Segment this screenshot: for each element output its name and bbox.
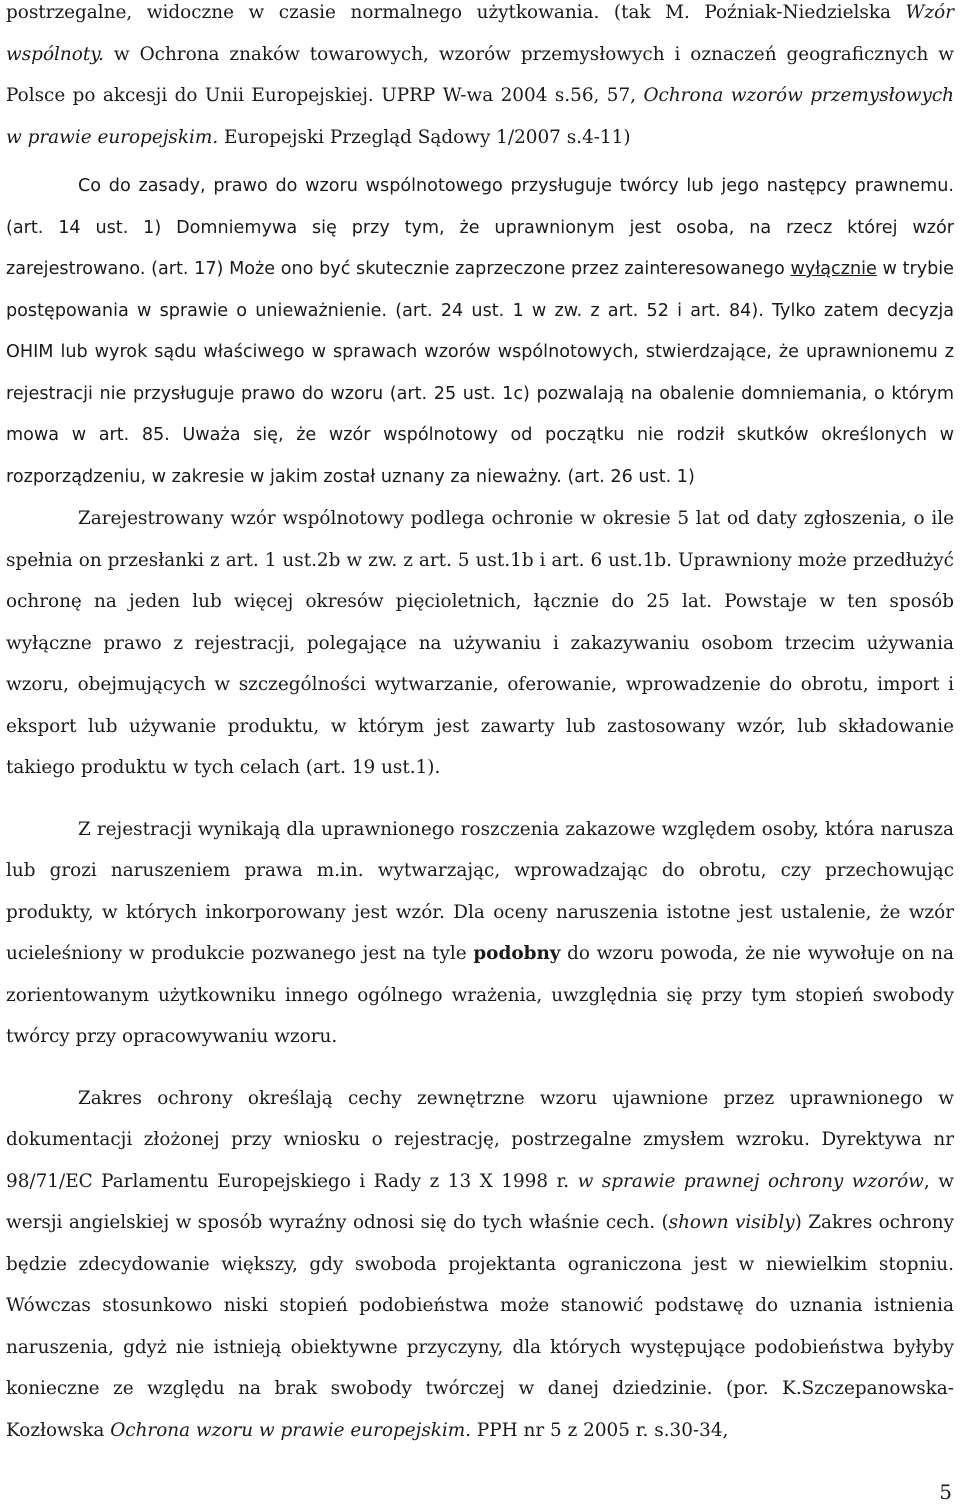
text-run: do wzoru powoda, że nie wywołuje on na zorientowanym użytkowniku innego ogólnego wrażenia, uwzględnia się przy tym stopień swobody twórcy przy opracowywaniu wzoru.	[6, 943, 954, 1047]
paragraph-1	[6, 0, 954, 158]
bold-word: podobny	[473, 943, 561, 964]
document-page	[6, 0, 954, 1451]
text-run: , w wersji angielskiej w sposób wyraźny odnosi się do tych właśnie cech. (	[6, 1170, 954, 1233]
text-run: w trybie postępowania w sprawie o unieważnienie. (art. 24 ust. 1 w zw. z art. 52 i art. 84). Tylko zatem decyzja OHIM lub wyrok sądu właściwego w sprawach wzorów wspólnotowych, stwierdzające, że uprawnionemu z rejestracji nie przysługuje prawo do wzoru (art. 25 ust. 1c) pozwalają na obalenie domniemania, o którym mowa w art. 85. Uważa się, że wzór wspólnotowy od początku nie rodził skutków określonych w rozporządzeniu, w zakresie w jakim został uznany za nieważny. (art. 26 ust. 1)	[6, 259, 954, 487]
text-run: postrzegalne, widoczne w czasie normalnego użytkowania. (tak M. Poźniak-Niedzielska	[6, 2, 906, 23]
text-run: w Ochrona znaków towarowych, wzorów przemysłowych i oznaczeń geograficznych w Polsce po akcesji do Unii Europejskiej. UPRP W-wa 2004 s.56, 57,	[6, 43, 954, 106]
text-run: ) Zakres ochrony będzie zdecydowanie większy, gdy swoboda projektanta ograniczona jest w niewielkim stopniu. Wówczas stosunkowo niski stopień podobieństwa może stanowić podstawę do uznania istnienia naruszenia, gdyż nie istnieją obiektywne przyczyny, dla których występujące podobieństwa byłyby konieczne ze względu na brak swobody twórczej w danej dziedzinie. (por. K.Szczepanowska-Kozłowska	[6, 1212, 954, 1441]
text-run: Europejski Przegląd Sądowy 1/2007 s.4-11)	[218, 126, 631, 148]
paragraph-3	[6, 498, 954, 789]
italic-title: Ochrona wzoru w prawie europejskim.	[110, 1419, 472, 1441]
text-run: Zarejestrowany wzór wspólnotowy podlega ochronie w okresie 5 lat od daty zgłoszenia, o ile spełnia on przesłanki z art. 1 ust.2b w zw. z art. 5 ust.1b i art. 6 ust.1b. Uprawniony może przedłużyć ochronę na jeden lub więcej okresów pięcioletnich, łącznie do 25 lat. Powstaje w ten sposób wyłączne prawo z rejestracji, polegające na używaniu i zakazywaniu osobom trzecim używania wzoru, obejmujących w szczególności wytwarzanie, oferowanie, wprowadzenie do obrotu, import i eksport lub używanie produktu, w którym jest zawarty lub zastosowany wzór, lub składowanie takiego produktu w tych celach (art. 19 ust.1).	[6, 508, 954, 778]
underlined-word: wyłącznie	[790, 259, 877, 279]
italic-term: shown visibly	[668, 1212, 795, 1233]
italic-title: Wzór wspólnoty.	[6, 2, 954, 65]
italic-title: w sprawie prawnej ochrony wzorów	[577, 1170, 924, 1192]
paragraph-5	[6, 1078, 954, 1452]
text-run: Co do zasady, prawo do wzoru wspólnotowego przysługuje twórcy lub jego następcy prawnemu. (art. 14 ust. 1) Domniemywa się przy tym, że uprawnionym jest osoba, na rzecz której wzór zarejestrowano. (art. 17) Może ono być skutecznie zaprzeczone przez zainteresowanego	[6, 176, 954, 279]
text-run: Zakres ochrony określają cechy zewnętrzne wzoru ujawnione przez uprawnionego w dokumentacji złożonej przy wniosku o rejestrację, postrzegalne zmysłem wzroku. Dyrektywa nr 98/71/EC Parlamentu Europejskiego i Rady z 13 X 1998 r.	[6, 1087, 954, 1192]
text-run: PPH nr 5 z 2005 r. s.30-34,	[471, 1419, 729, 1441]
paragraph-2	[6, 166, 954, 498]
page-number: 5	[939, 1480, 952, 1504]
italic-title: Ochrona wzorów przemysłowych w prawie europejskim.	[6, 85, 955, 148]
text-run: Z rejestracji wynikają dla uprawnionego roszczenia zakazowe względem osoby, która narusza lub grozi naruszeniem prawa m.in. wytwarzając, wprowadzając do obrotu, czy przechowując produkty, w których inkorporowany jest wzór. Dla oceny naruszenia istotne jest ustalenie, że wzór ucieleśniony w produkcie pozwanego jest na tyle	[6, 818, 954, 964]
paragraph-4	[6, 809, 954, 1058]
